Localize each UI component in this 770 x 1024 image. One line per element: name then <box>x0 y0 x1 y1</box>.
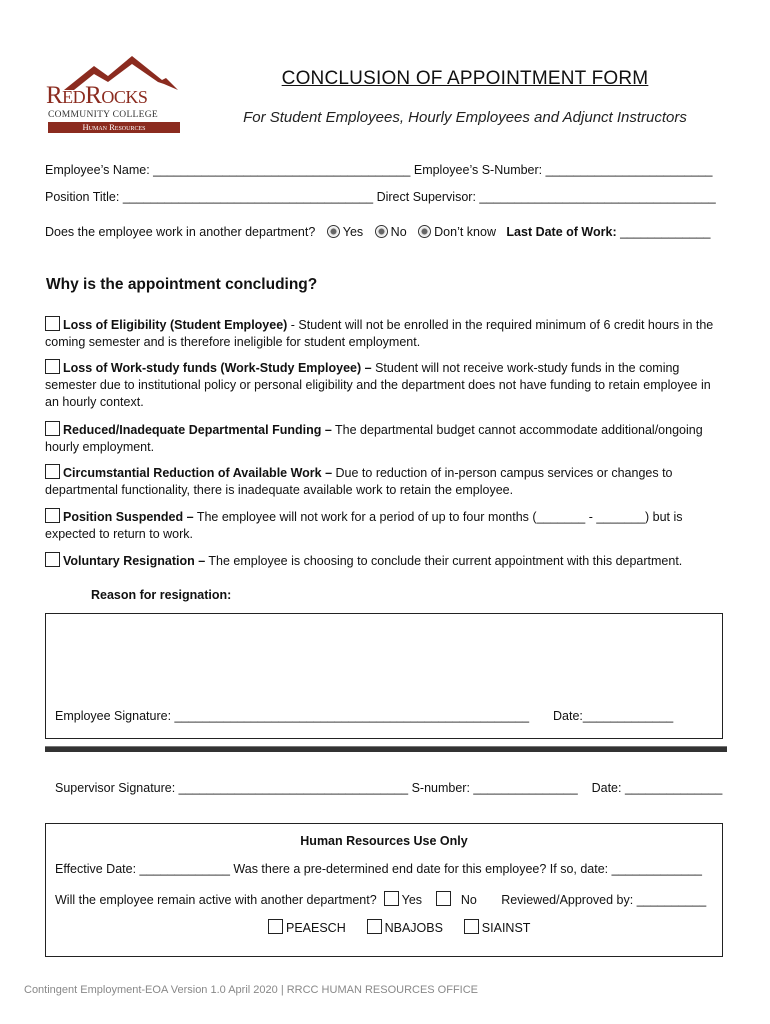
reason-item <box>45 552 725 570</box>
reason-text: - Student will not be enrolled in the required minimum of 6 credit hours in the coming semester and is therefore ineligible for student employment. <box>45 318 714 349</box>
logo-title: RedRocks <box>46 82 148 109</box>
employee-name-field[interactable]: Employee’s Name: _____________________________________ <box>45 163 411 177</box>
code-checkbox-siainst[interactable] <box>464 919 479 934</box>
remain-active-question: Will the employee remain active with another department? <box>55 893 377 907</box>
reason-checkbox-work-study[interactable] <box>45 359 60 374</box>
page-footer: Contingent Employment-EOA Version 1.0 April 2020 | RRCC HUMAN RESOURCES OFFICE <box>24 984 479 996</box>
resignation-reason-box[interactable] <box>45 613 723 739</box>
reviewed-by-field[interactable]: Reviewed/Approved by: __________ <box>501 893 707 907</box>
radio-no-label: No <box>390 225 407 239</box>
position-row <box>45 190 716 204</box>
reason-text: The employee is choosing to conclude their current appointment with this department. <box>205 554 683 568</box>
code-checkbox-peaesch[interactable] <box>268 919 283 934</box>
reason-title: Reduced/Inadequate Departmental Funding – <box>63 423 332 437</box>
hr-no-label: No <box>460 893 477 907</box>
radio-yes[interactable] <box>327 225 340 238</box>
reason-title: Loss of Work-study funds (Work-Study Employee) – <box>63 361 372 375</box>
supervisor-signature-field[interactable]: Supervisor Signature: _________________________________ <box>55 781 409 795</box>
reason-checkbox-reduction[interactable] <box>45 464 60 479</box>
hr-active-row <box>55 891 706 907</box>
employee-s-number-field[interactable]: Employee’s S-Number: ________________________ <box>413 163 713 177</box>
hr-effective-row <box>55 862 702 876</box>
hr-codes-row <box>268 919 530 935</box>
reason-checkbox-resignation[interactable] <box>45 552 60 567</box>
form-subtitle: For Student Employees, Hourly Employees and Adjunct Instructors <box>243 109 687 126</box>
reason-item <box>45 359 725 411</box>
radio-no[interactable] <box>375 225 388 238</box>
divider <box>45 746 727 752</box>
employee-signature-field[interactable]: Employee Signature: ___________________________________________________ <box>55 709 530 723</box>
reason-text: The departmental budget cannot accommodate additional/ongoing hourly employment. <box>45 423 703 454</box>
reason-checkbox-eligibility[interactable] <box>45 316 60 331</box>
logo-hr-band: Human Resources <box>48 122 180 133</box>
reason-text: Student will not receive work-study funds in the coming semester due to institutional policy or personal eligibility and the department does not have funding to retain employee in an hourly context. <box>45 361 711 409</box>
hr-yes-label: Yes <box>401 893 423 907</box>
radio-dont-know[interactable] <box>418 225 431 238</box>
reason-item <box>45 508 725 543</box>
reason-title: Circumstantial Reduction of Available Work – <box>63 466 333 480</box>
reason-item <box>45 316 725 351</box>
reason-title: Position Suspended – <box>63 510 194 524</box>
reason-text: The employee will not work for a period of up to four months (_______ - _______) but is expected to return to work. <box>45 510 683 541</box>
code-label: NBAJOBS <box>384 921 443 935</box>
code-checkbox-nbajobs[interactable] <box>367 919 382 934</box>
direct-supervisor-field[interactable]: Direct Supervisor: __________________________________ <box>376 190 716 204</box>
form-title: CONCLUSION OF APPOINTMENT FORM <box>281 68 649 89</box>
other-department-row <box>45 225 710 239</box>
end-date-field[interactable]: Was there a pre-determined end date for this employee? If so, date: _____________ <box>233 862 702 876</box>
reason-title: Loss of Eligibility (Student Employee) <box>63 318 288 332</box>
last-date-field[interactable]: _____________ <box>620 225 711 239</box>
hr-use-only-box <box>45 823 723 957</box>
last-date-label: Last Date of Work: <box>506 225 617 239</box>
radio-yes-label: Yes <box>342 225 364 239</box>
supervisor-row <box>55 781 722 795</box>
effective-date-field[interactable]: Effective Date: _____________ <box>55 862 230 876</box>
reason-item <box>45 464 725 499</box>
reasons-heading: Why is the appointment concluding? <box>46 276 318 293</box>
reason-checkbox-funding[interactable] <box>45 421 60 436</box>
other-department-question: Does the employee work in another department? <box>45 225 316 239</box>
employee-name-row <box>45 163 712 177</box>
hr-yes-checkbox[interactable] <box>384 891 399 906</box>
reason-checkbox-suspended[interactable] <box>45 508 60 523</box>
hr-heading: Human Resources Use Only <box>300 834 468 848</box>
reason-title: Voluntary Resignation – <box>63 554 206 568</box>
code-label: PEAESCH <box>286 921 346 935</box>
resignation-reason-label: Reason for resignation: <box>91 588 232 602</box>
code-label: SIAINST <box>481 921 531 935</box>
supervisor-s-number-field[interactable]: S-number: _______________ <box>411 781 578 795</box>
hr-no-checkbox[interactable] <box>436 891 451 906</box>
logo-subtitle: COMMUNITY COLLEGE <box>48 110 159 120</box>
supervisor-date-field[interactable]: Date: ______________ <box>591 781 723 795</box>
employee-date-field[interactable]: Date:_____________ <box>553 709 674 723</box>
reason-item <box>45 421 725 456</box>
position-title-field[interactable]: Position Title: ____________________________________ <box>45 190 374 204</box>
reason-text: Due to reduction of in-person campus services or changes to departmental functionality, there is inadequate available work to retain the employee. <box>45 466 673 497</box>
radio-dont-know-label: Don’t know <box>434 225 496 239</box>
rrcc-logo <box>46 52 186 132</box>
